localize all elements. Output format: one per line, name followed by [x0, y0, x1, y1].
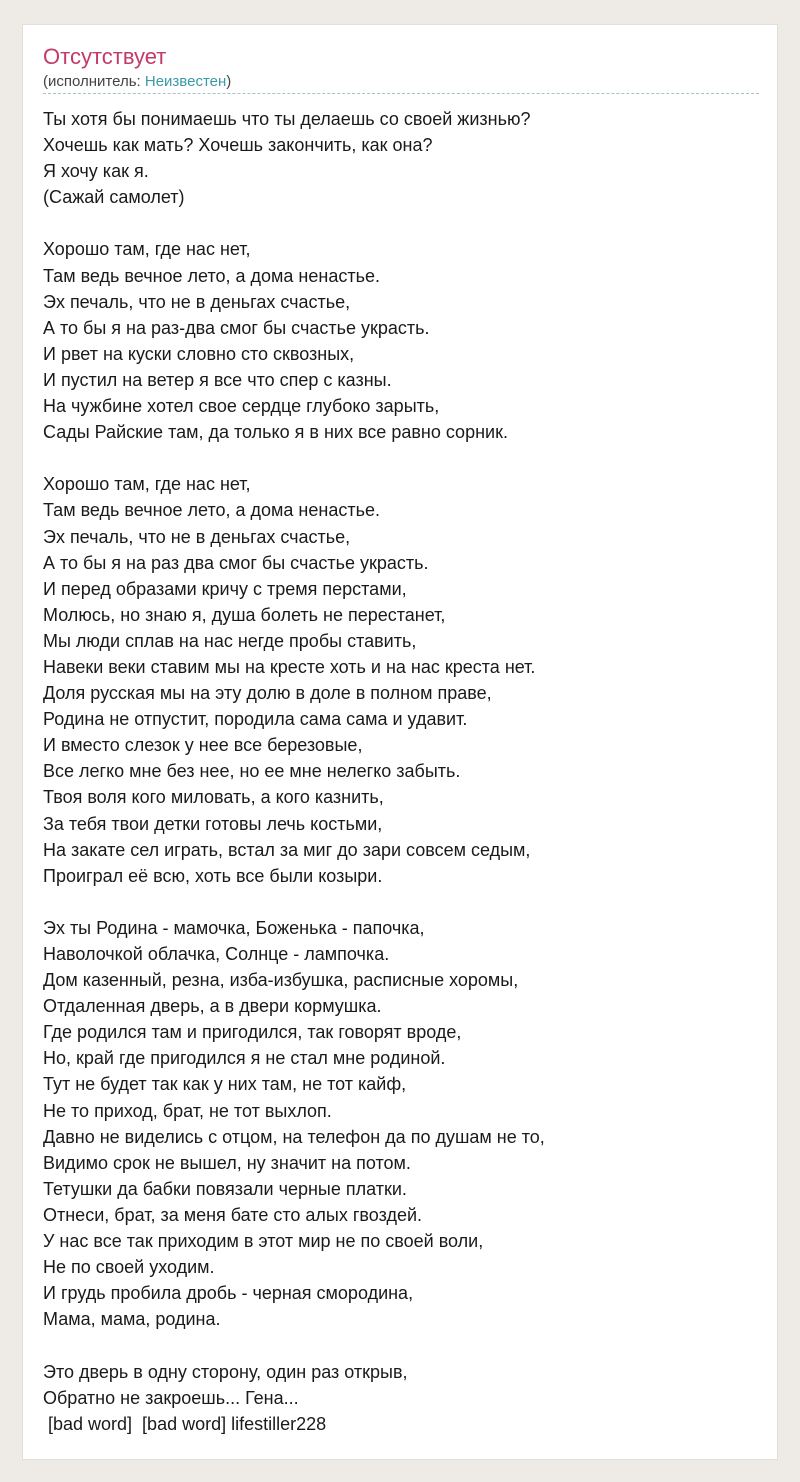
lyric-line: Наволочкой облачка, Солнце - лампочка.: [43, 944, 390, 964]
lyric-line: Дом казенный, резна, изба-избушка, расписные хоромы,: [43, 970, 519, 991]
lyric-line: Молюсь, но знаю я, душа болеть не перестанет,: [43, 604, 446, 625]
song-title: Отсутствует: [43, 44, 167, 69]
lyric-line: Мама, мама, родина.: [43, 1309, 221, 1330]
lyric-line: Я хочу как я.: [43, 161, 149, 182]
lyric-line: Хорошо там, где нас нет,: [43, 474, 251, 495]
lyric-line: Где родился там и пригодился, так говорят вроде,: [43, 1022, 462, 1043]
lyric-line: Родина не отпустит, породила сама сама и удавит.: [43, 709, 468, 730]
lyric-line: Отнеси, брат, за меня бате сто алых гвоздей.: [43, 1204, 423, 1225]
lyric-line: (Сажай самолет): [43, 187, 185, 208]
lyric-line: Не то приход, брат, не тот выхлоп.: [43, 1100, 332, 1121]
lyrics-card: [22, 24, 778, 1460]
lyric-line: Сады Райские там, да только я в них все равно сорник.: [43, 422, 508, 443]
lyric-line: [43, 210, 759, 236]
lyric-line: И перед образами кричу с тремя перстами,: [43, 578, 407, 599]
title-divider: [43, 93, 759, 94]
lyric-line: [43, 889, 759, 915]
lyric-line: Эх печаль, что не в деньгах счастье,: [43, 291, 351, 312]
lyric-line: Проиграл её всю, хоть все были козыри.: [43, 865, 383, 886]
lyric-line: Ты хотя бы понимаешь что ты делаешь со своей жизнью?: [43, 109, 531, 129]
lyric-line: Все легко мне без нее, но ее мне нелегко забыть.: [43, 761, 461, 782]
lyric-line: Давно не виделись с отцом, на телефон да по душам не то,: [43, 1126, 545, 1147]
lyric-line: А то бы я на раз два смог бы счастье украсть.: [43, 552, 429, 573]
lyric-line: На закате сел играть, встал за миг до зари совсем седым,: [43, 839, 531, 860]
lyric-line: Тут не будет так как у них там, не тот кайф,: [43, 1074, 407, 1095]
lyric-line: Не по своей уходим.: [43, 1257, 215, 1278]
performer-label-close: ): [226, 73, 232, 90]
lyric-line: И пустил на ветер я все что спер с казны.: [43, 369, 392, 390]
lyric-line: Тетушки да бабки повязали черные платки.: [43, 1178, 407, 1199]
lyric-line: Обратно не закроешь... Гена...: [43, 1387, 299, 1408]
lyric-line: Но, край где пригодился я не стал мне родиной.: [43, 1048, 446, 1069]
lyric-line: Эх ты Родина - мамочка, Боженька - папочка,: [43, 917, 425, 938]
lyric-line: Хочешь как мать? Хочешь закончить, как она?: [43, 135, 433, 156]
lyric-line: Там ведь вечное лето, а дома ненастье.: [43, 500, 380, 521]
lyric-line: Эх печаль, что не в деньгах счастье,: [43, 526, 351, 547]
lyric-line: Хорошо там, где нас нет,: [43, 239, 251, 260]
lyric-line: Навеки веки ставим мы на кресте хоть и на нас креста нет.: [43, 656, 536, 677]
performer-line: [43, 73, 231, 91]
lyric-line: Отдаленная дверь, а в двери кормушка.: [43, 996, 382, 1017]
lyric-line: [bad word] [bad word] lifestiller228: [43, 1413, 327, 1434]
lyric-line: У нас все так приходим в этот мир не по своей воли,: [43, 1231, 484, 1252]
lyric-line: Мы люди сплав на нас негде пробы ставить,: [43, 630, 417, 651]
performer-link[interactable]: Неизвестен: [144, 73, 227, 90]
lyric-line: И рвет на куски словно сто сквозных,: [43, 343, 355, 364]
lyric-line: За тебя твои детки готовы лечь костьми,: [43, 813, 383, 834]
lyric-line: Доля русская мы на эту долю в доле в полном праве,: [43, 683, 492, 704]
lyrics-text: [43, 106, 759, 1437]
lyric-line: Твоя воля кого миловать, а кого казнить,: [43, 787, 384, 808]
lyric-line: На чужбине хотел свое сердце глубоко зарыть,: [43, 396, 440, 417]
lyric-line: [43, 445, 759, 471]
lyric-line: [43, 1332, 759, 1358]
lyric-line: Там ведь вечное лето, а дома ненастье.: [43, 265, 380, 286]
lyric-line: Это дверь в одну сторону, один раз открыв,: [43, 1361, 408, 1382]
lyric-line: И вместо слезок у нее все березовые,: [43, 735, 363, 756]
lyric-line: Видимо срок не вышел, ну значит на потом.: [43, 1152, 411, 1173]
lyric-line: А то бы я на раз-два смог бы счастье украсть.: [43, 317, 430, 338]
lyric-line: И грудь пробила дробь - черная смородина,: [43, 1283, 414, 1304]
performer-label-open: (исполнитель:: [43, 73, 145, 90]
